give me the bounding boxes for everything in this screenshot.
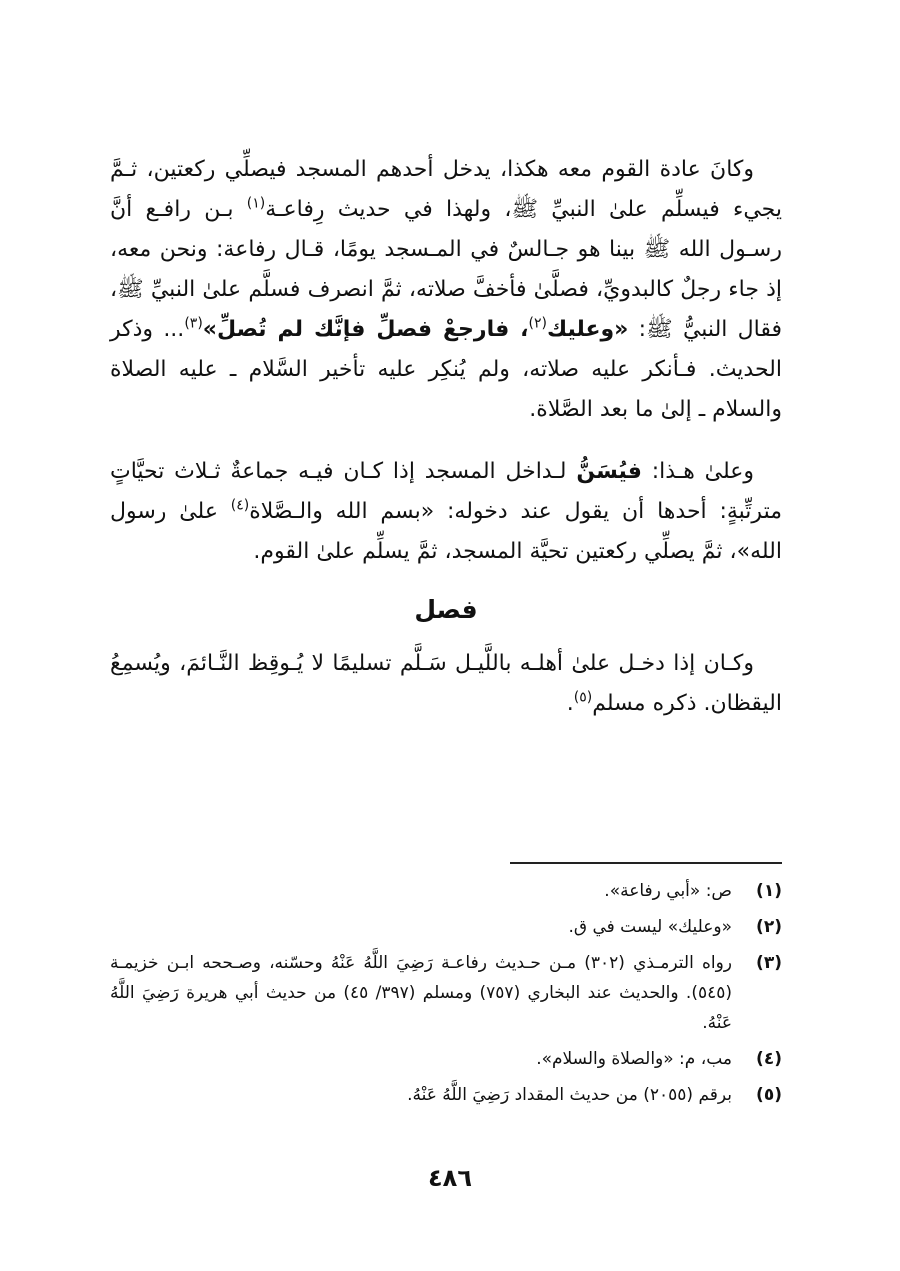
paragraph-3 [110, 644, 782, 724]
paragraph-1 [110, 150, 782, 430]
text-run: وكـان إذا دخـل علىٰ أهلـه باللَّيـل سَـلَّم تسليمًا لا يُـوقِظ النَّـائمَ، ويُسمِعُ اليقظان. ذكره مسلم [110, 651, 782, 716]
footnote-item [110, 1080, 782, 1110]
footnote-text: مب، م: «والصلاة والسلام». [536, 1049, 732, 1069]
text-run: بـن رافـع أنَّ رسـول الله ﷺ بينا هو جـالسٌ في المـسجد يومًا، قـال رفاعة: ونحن معه، إذ جاء رجلٌ كالبدويِّ، فصلَّىٰ فأخفَّ صلاته، ثمَّ انصرف فسلَّم علىٰ النبيِّ ﷺ، فقال النبيُّ ﷺ: [110, 197, 782, 342]
footnote-ref-3[interactable]: (٣) [184, 315, 203, 332]
footnote-number: (٢) [756, 917, 782, 937]
text-run: وكانَ عادة القوم معه هكذا، يدخل أحدهم المسجد فيصلِّي ركعتين، ثـمَّ يجيء فيسلِّم علىٰ النبيِّ ﷺ، ولهذا في حديث رِفاعـة [110, 157, 782, 222]
footnote-item [110, 912, 782, 942]
emphasis-word: فيُسَنُّ [576, 459, 642, 484]
footnote-separator [510, 862, 782, 864]
hadith-quote: «وعليك [547, 317, 629, 342]
paragraph-2 [110, 452, 782, 572]
footnote-ref-4[interactable]: (٤) [230, 497, 250, 514]
footnote-ref-2[interactable]: (٢) [528, 315, 548, 332]
footnote-ref-5[interactable]: (٥) [573, 689, 593, 706]
footnote-number: (١) [756, 881, 782, 901]
hadith-quote: ، فارجعْ فصلِّ فإنَّك لم تُصلِّ» [202, 317, 529, 342]
page-number: ٤٨٦ [428, 1164, 472, 1192]
footnote-number: (٤) [756, 1049, 782, 1069]
footnote-item [110, 876, 782, 906]
text-run: ... وذكر الحديث. فـأنكر عليه صلاته، ولم يُنكِر عليه تأخير السَّلام ـ عليه الصلاة والسلام ـ إلىٰ ما بعد الصَّلاة. [110, 317, 782, 422]
footnote-number: (٣) [756, 953, 782, 973]
footnote-text: برقم (٢٠٥٥) من حديث المقداد رَضِيَ اللَّهُ عَنْهُ. [407, 1085, 732, 1105]
text-run: وعلىٰ هـذا: [641, 459, 754, 484]
text-run: . [566, 691, 574, 716]
footnote-text: «وعليك» ليست في ق. [568, 917, 732, 937]
footnote-text: رواه الترمـذي (٣٠٢) مـن حـديث رفاعـة رَضِيَ اللَّهُ عَنْهُ وحسّنه، وصـححه ابـن خزيمـة (٥٤٥). والحديث عند البخاري (٧٥٧) ومسلم (٣٩٧/ ٤٥) من حديث أبي هريرة رَضِيَ اللَّهُ عَنْهُ. [110, 953, 733, 1033]
section-heading: فصل [414, 595, 478, 624]
footnote-item [110, 948, 782, 1038]
footnote-number: (٥) [756, 1085, 782, 1105]
footnote-item [110, 1044, 782, 1074]
text-run: لـداخل المسجد إذا كـان فيـه جماعةٌ ثـلاث تحيَّاتٍ مترتِّبةٍ: أحدها أن يقول عند دخوله: «بسم الله والـصَّلاة [110, 459, 782, 524]
footnote-text: ص: «أبي رفاعة». [604, 881, 732, 901]
footnotes [110, 876, 782, 1116]
footnote-ref-1[interactable]: (١) [246, 195, 266, 212]
main-text [110, 150, 782, 742]
text-run: علىٰ رسول الله»، ثمَّ يصلِّي ركعتين تحيَّة المسجد، ثمَّ يسلِّم علىٰ القوم. [110, 499, 782, 564]
